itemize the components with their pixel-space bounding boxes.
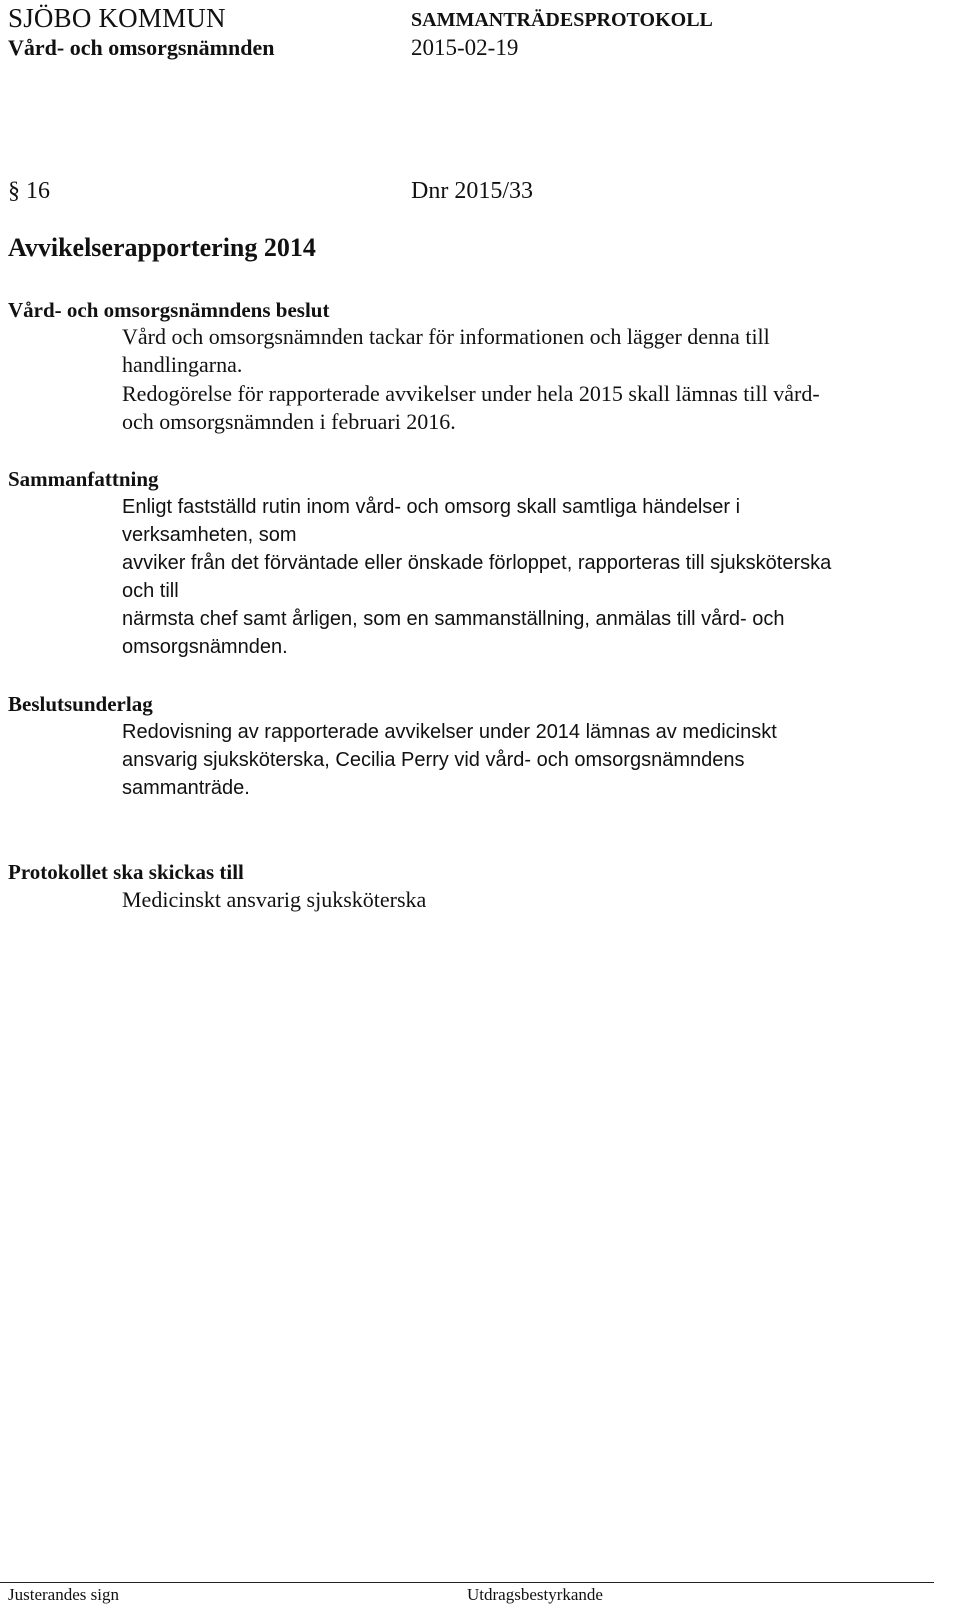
summary-line: verksamheten, som	[122, 524, 297, 546]
basis-line: sammanträde.	[122, 777, 250, 799]
footer-divider	[0, 1582, 934, 1583]
summary-line: omsorgsnämnden.	[122, 636, 288, 658]
summary-heading: Sammanfattning	[8, 467, 159, 491]
basis-line: Redovisning av rapporterade avvikelser under 2014 lämnas av medicinskt	[122, 721, 777, 743]
diary-number: Dnr 2015/33	[411, 178, 533, 204]
distribution-heading: Protokollet ska skickas till	[8, 860, 244, 884]
distribution-line: Medicinskt ansvarig sjuksköterska	[122, 887, 427, 912]
decision-line: och omsorgsnämnden i februari 2016.	[122, 409, 456, 434]
summary-line: Enligt fastställd rutin inom vård- och omsorg skall samtliga händelser i	[122, 496, 741, 518]
page-title: Avvikelserapportering 2014	[8, 233, 316, 262]
summary-line: avviker från det förväntade eller önskade förloppet, rapporteras till sjuksköterska	[122, 552, 832, 574]
basis-heading: Beslutsunderlag	[8, 692, 153, 716]
organization-name: SJÖBO KOMMUN	[8, 3, 226, 33]
decision-line: Redogörelse för rapporterade avvikelser under hela 2015 skall lämnas till vård-	[122, 381, 820, 406]
decision-line: handlingarna.	[122, 352, 243, 377]
meeting-date: 2015-02-19	[411, 35, 519, 60]
paragraph-number: § 16	[8, 178, 50, 204]
basis-line: ansvarig sjuksköterska, Cecilia Perry vid vård- och omsorgsnämndens	[122, 749, 745, 771]
document-type: SAMMANTRÄDESPROTOKOLL	[411, 9, 713, 31]
board-name: Vård- och omsorgsnämnden	[8, 35, 275, 60]
decision-line: Vård och omsorgsnämnden tackar för informationen och lägger denna till	[122, 324, 770, 349]
footer-certification-label: Utdragsbestyrkande	[467, 1585, 603, 1604]
decision-heading: Vård- och omsorgsnämndens beslut	[8, 298, 330, 322]
summary-line: och till	[122, 580, 179, 602]
footer-signature-label: Justerandes sign	[8, 1585, 119, 1604]
summary-line: närmsta chef samt årligen, som en sammanställning, anmälas till vård- och	[122, 608, 785, 630]
